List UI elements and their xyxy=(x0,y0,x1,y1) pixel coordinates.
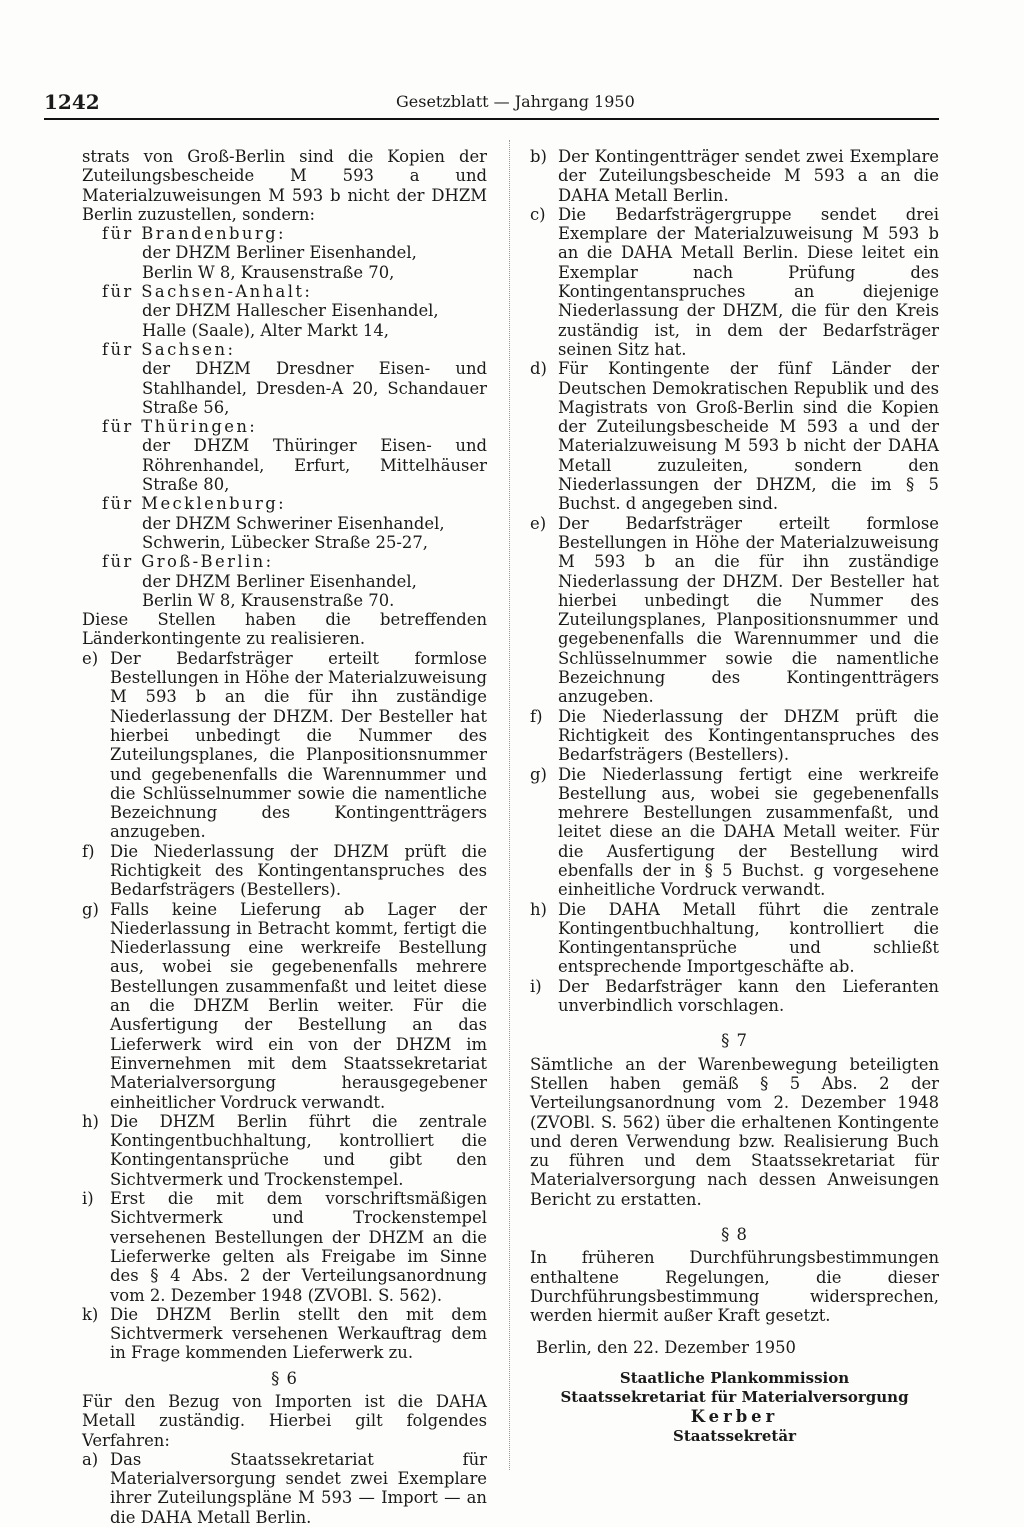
item-text: Die Niederlassung fertigt eine werkreife Bestellung aus, wobei sie gegebenenfalls mehrere Bestellungen zusammenfaßt, und leitet diese an die DAHA Metall weiter. Für die Ausfertigung der Bestellung wird ebenfalls der in § 5 Buchst. g vorgesehene einheitliche Vordruck verwandt. xyxy=(558,764,939,900)
list-item xyxy=(530,514,939,707)
list-item xyxy=(530,147,939,205)
list-item xyxy=(82,1112,487,1189)
list-item xyxy=(82,900,487,1112)
land-address: der DHZM Hallescher Eisenhandel, xyxy=(142,301,439,321)
item-text: Die Niederlassung der DHZM prüft die Richtigkeit des Kontingentanspruches des Bedarfsträgers (Bestellers). xyxy=(558,706,939,765)
column-divider xyxy=(509,140,510,1470)
item-label: h) xyxy=(530,899,547,919)
item-text: Für Kontingente der fünf Länder der Deutschen Demokratischen Republik und des Magistrats von Groß-Berlin sind die Kopien der Zuteilungsbescheide M 593 a und der Materialzuweisung M 593 b nicht der DAHA Metall zuzuleiten, sondern den Niederlassungen der DHZM, die im § 5 Buchst. d angegeben sind. xyxy=(558,359,939,514)
item-label: k) xyxy=(82,1304,99,1324)
item-text: Der Bedarfsträger erteilt formlose Bestellungen in Höhe der Materialzuweisung M 593 b an die für ihn zuständige Niederlassung der DHZM. Der Besteller hat hierbei unbedingt die Nummer des Zuteilungsplanes, die Planpositionsnummer und gegebenenfalls die Warennummer und die Schlüsselnummer sowie die namentliche Bezeichnung des Kontingentträgers anzugeben. xyxy=(110,648,487,842)
land-heading: für Groß-Berlin: xyxy=(102,552,274,572)
item-text: Falls keine Lieferung ab Lager der Niederlassung in Betracht kommt, fertigt die Niederlassung eine werkreife Bestellung aus, wobei sie gegebenenfalls mehrere Bestellungen zusammenfaßt und leitet diese an die DHZM Berlin weiter. Für die Ausfertigung der Bestellung an das Lieferwerk wird ein von der DHZM im Einvernehmen mit dem Staatssekretariat Materialversorgung herausgegebener einheitlicher Vordruck verwandt. xyxy=(110,899,487,1112)
land-address: der DHZM Berliner Eisenhandel, xyxy=(142,243,417,263)
page-number: 1242 xyxy=(44,90,100,114)
list-item xyxy=(82,649,487,842)
section-paragraph: Für den Bezug von Importen ist die DAHA Metall zuständig. Hierbei gilt folgendes Verfahren: xyxy=(82,1392,487,1450)
item-label: e) xyxy=(82,648,99,668)
item-label: h) xyxy=(82,1111,99,1131)
list-item xyxy=(82,1450,487,1527)
section-paragraph: Sämtliche an der Warenbewegung beteiligten Stellen haben gemäß § 5 Abs. 2 der Verteilungsanordnung vom 2. Dezember 1948 (ZVOBl. S. 562) über die erhaltenen Kontingente und deren Verwendung bzw. Realisierung Buch zu führen und dem Staatssekretariat für Materialversorgung nach dessen Anweisungen Bericht zu erstatten. xyxy=(530,1054,939,1209)
land-heading: für Mecklenburg: xyxy=(102,494,287,514)
signature-title: Staatssekretär xyxy=(673,1426,796,1445)
list-item xyxy=(530,765,939,900)
item-label: f) xyxy=(82,841,95,861)
closing-paragraph: Diese Stellen haben die betreffenden Länderkontingente zu realisieren. xyxy=(82,610,487,649)
item-text: Die DHZM Berlin führt die zentrale Kontingentbuchhaltung, kontrolliert die Kontingentansprüche und gibt den Sichtvermerk und Trockenstempel. xyxy=(110,1111,487,1189)
running-title: Gesetzblatt — Jahrgang 1950 xyxy=(396,92,635,111)
list-item xyxy=(82,1189,487,1305)
header-rule xyxy=(44,118,939,120)
item-text: Die DAHA Metall führt die zentrale Kontingentbuchhaltung, kontrolliert die Kontingentansprüche und schließt entsprechende Importgeschäfte ab. xyxy=(558,899,939,977)
section-paragraph: In früheren Durchführungsbestimmungen enthaltene Regelungen, die dieser Durchführungsbestimmung widersprechen, werden hiermit außer Kraft gesetzt. xyxy=(530,1248,939,1326)
item-label: a) xyxy=(82,1449,99,1469)
intro-paragraph: strats von Groß-Berlin sind die Kopien der Zuteilungsbescheide M 593 a und Materialzuweisungen M 593 b nicht der DHZM Berlin zuzustellen, sondern: xyxy=(82,147,487,224)
list-item xyxy=(530,205,939,359)
land-heading: für Sachsen: xyxy=(102,339,236,359)
land-address: der DHZM Schweriner Eisenhandel, xyxy=(142,513,445,533)
signature-name: Kerber xyxy=(690,1407,779,1427)
place-date: Berlin, den 22. Dezember 1950 xyxy=(536,1337,796,1357)
item-text: Erst die mit dem vorschriftsmäßigen Sichtvermerk und Trockenstempel versehenen Bestellungen der DHZM an die Lieferwerke gelten als Freigabe im Sinne des § 4 Abs. 2 der Verteilungsanordnung vom 2. Dezember 1948 (ZVOBl. S. 562). xyxy=(110,1189,487,1305)
land-heading: für Thüringen: xyxy=(102,417,258,437)
land-address: der DHZM Thüringer Eisen- und Röhrenhandel, Erfurt, Mittelhäuser Straße 80, xyxy=(142,436,487,495)
section-heading: § 8 xyxy=(721,1225,748,1245)
list-item xyxy=(530,900,939,977)
item-label: i) xyxy=(530,976,542,996)
left-column xyxy=(82,147,487,1527)
item-text: Die Bedarfsträgergruppe sendet drei Exemplare der Materialzuweisung M 593 b an die DAHA Metall Berlin. Diese leitet ein Exemplar nach Prüfung des Kontingentanspruches an diejenige Niederlassung der DHZM, die für den Kreis zuständig ist, in dem der Bedarfsträger seinen Sitz hat. xyxy=(558,204,939,359)
land-address: Halle (Saale), Alter Markt 14, xyxy=(142,320,389,340)
land-address: Schwerin, Lübecker Straße 25-27, xyxy=(142,532,428,552)
item-label: g) xyxy=(530,764,547,784)
item-text: Der Bedarfsträger kann den Lieferanten unverbindlich vorschlagen. xyxy=(558,976,939,1016)
spacer xyxy=(530,1209,939,1219)
item-text: Die Niederlassung der DHZM prüft die Richtigkeit des Kontingentanspruches des Bedarfsträgers (Bestellers). xyxy=(110,841,487,900)
item-label: b) xyxy=(530,147,547,166)
list-item xyxy=(82,1305,487,1363)
land-heading: für Sachsen-Anhalt: xyxy=(102,282,313,302)
signature-org: Staatssekretariat für Materialversorgung xyxy=(560,1388,909,1407)
item-label: i) xyxy=(82,1189,94,1209)
land-address: Berlin W 8, Krausenstraße 70, xyxy=(142,262,395,282)
signature-org: Staatliche Plankommission xyxy=(619,1368,850,1387)
item-label: d) xyxy=(530,359,547,379)
item-text: Der Kontingentträger sendet zwei Exemplare der Zuteilungsbescheide M 593 a an die DAHA Metall Berlin. xyxy=(558,147,939,205)
section-heading: § 6 xyxy=(271,1368,298,1388)
item-label: g) xyxy=(82,899,99,919)
item-label: f) xyxy=(530,706,543,726)
land-address: Berlin W 8, Krausenstraße 70. xyxy=(142,590,395,610)
item-text: Der Bedarfsträger erteilt formlose Bestellungen in Höhe der Materialzuweisung M 593 b an die für ihn zuständige Niederlassung der DHZM. Der Besteller hat hierbei unbedingt die Nummer des Zuteilungsplanes, Planpositionsnummer und gegebenenfalls die Warennummer und die Schlüsselnummer sowie die namentliche Bezeichnung des Kontingentträgers anzugeben. xyxy=(558,513,939,707)
item-label: e) xyxy=(530,513,547,533)
page-header xyxy=(44,90,938,116)
land-address: der DHZM Berliner Eisenhandel, xyxy=(142,571,417,591)
list-item xyxy=(530,359,939,513)
item-label: c) xyxy=(530,204,546,224)
item-text: Die DHZM Berlin stellt den mit dem Sichtvermerk versehenen Werkauftrag dem in Frage kommenden Lieferwerk zu. xyxy=(110,1304,487,1363)
right-column xyxy=(530,147,939,1446)
section-heading: § 7 xyxy=(721,1031,748,1051)
spacer xyxy=(530,1357,939,1369)
list-item xyxy=(530,977,939,1016)
spacer xyxy=(530,1015,939,1025)
spacer xyxy=(530,1326,939,1338)
list-item xyxy=(530,707,939,765)
land-heading: für Brandenburg: xyxy=(102,224,286,244)
list-item xyxy=(82,842,487,900)
item-text: Das Staatssekretariat für Materialversorgung sendet zwei Exemplare ihrer Zuteilungspläne M 593 — Import — an die DAHA Metall Berlin. xyxy=(110,1449,487,1527)
land-address: der DHZM Dresdner Eisen- und Stahlhandel, Dresden-A 20, Schandauer Straße 56, xyxy=(142,359,487,417)
